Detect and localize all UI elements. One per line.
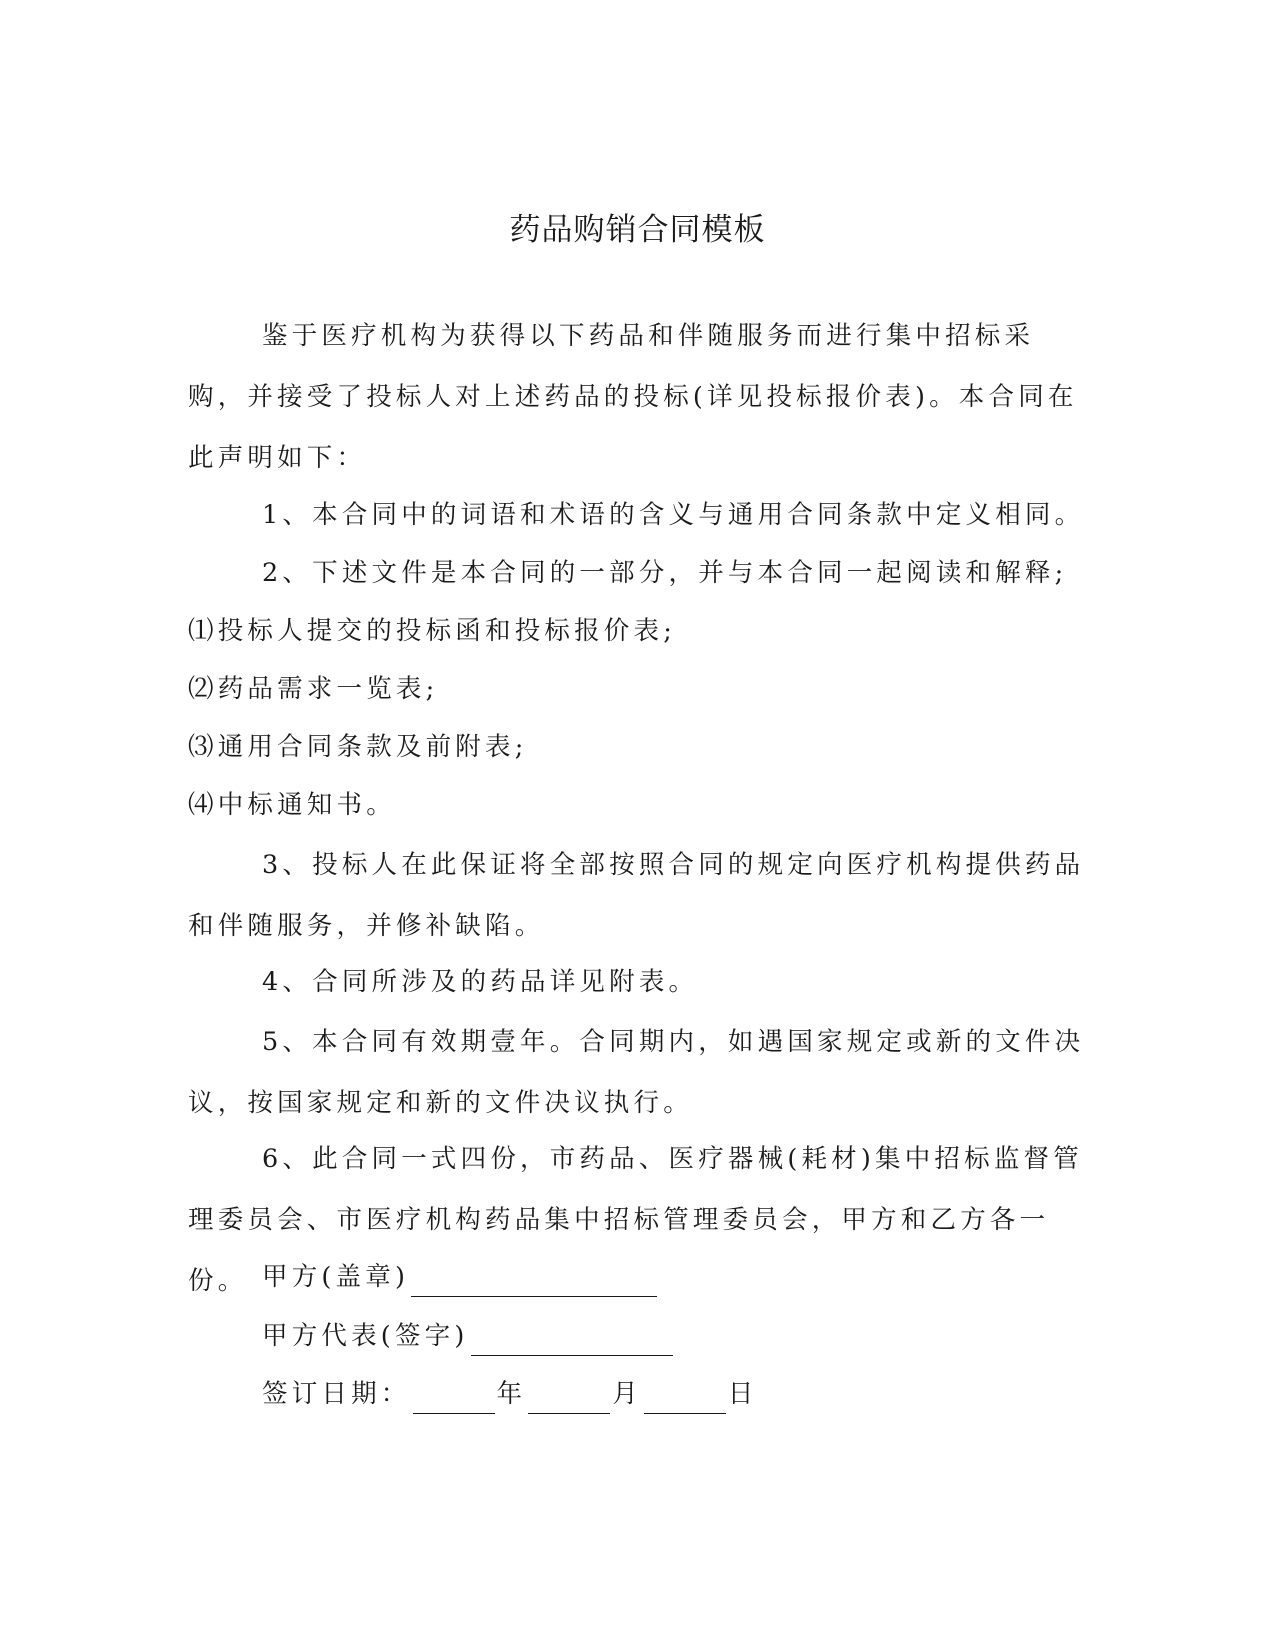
day-blank[interactable] — [644, 1383, 726, 1414]
party-a-seal-label: 甲方(盖章) — [262, 1262, 410, 1292]
date-label: 签订日期： — [262, 1379, 411, 1409]
party-a-seal-blank[interactable] — [411, 1266, 657, 1297]
day-label: 日 — [727, 1379, 758, 1409]
party-a-rep-blank[interactable] — [471, 1325, 673, 1356]
signing-date-line — [262, 1374, 758, 1414]
year-blank[interactable] — [413, 1383, 495, 1414]
month-blank[interactable] — [528, 1383, 610, 1414]
document-title: 药品购销合同模板 — [509, 212, 766, 248]
party-a-rep-line — [262, 1316, 675, 1356]
sub-item-3: ⑶通用合同条款及前附表; — [188, 732, 528, 762]
month-label: 月 — [612, 1379, 642, 1409]
year-label: 年 — [496, 1379, 527, 1409]
clause-1: 1、本合同中的词语和术语的含义与通用合同条款中定义相同。 — [262, 500, 1085, 530]
clause-3: 3、投标人在此保证将全部按照合同的规定向医疗机构提供药品和伴随服务，并修补缺陷。 — [188, 850, 1085, 941]
clause-4: 4、合同所涉及的药品详见附表。 — [262, 967, 699, 997]
party-a-seal-line — [262, 1257, 659, 1297]
clause-5: 5、本合同有效期壹年。合同期内，如遇国家规定或新的文件决议，按国家规定和新的文件决议执行。 — [188, 1027, 1085, 1118]
sub-item-1: ⑴投标人提交的投标函和投标报价表; — [188, 616, 676, 646]
clause-2: 2、下述文件是本合同的一部分，并与本合同一起阅读和解释; — [262, 558, 1068, 588]
clause-6: 6、此合同一式四份，市药品、医疗器械(耗材)集中招标监督管理委员会、市医疗机构药品集中招标管理委员会，甲方和乙方各一份。 — [188, 1144, 1083, 1296]
sub-item-4: ⑷中标通知书。 — [188, 790, 396, 820]
sub-item-2: ⑵药品需求一览表; — [188, 674, 439, 704]
intro-paragraph: 鉴于医疗机构为获得以下药品和伴随服务而进行集中招标采购，并接受了投标人对上述药品的投标(详见投标报价表)。本合同在此声明如下： — [188, 321, 1078, 473]
party-a-rep-label: 甲方代表(签字) — [262, 1321, 469, 1351]
